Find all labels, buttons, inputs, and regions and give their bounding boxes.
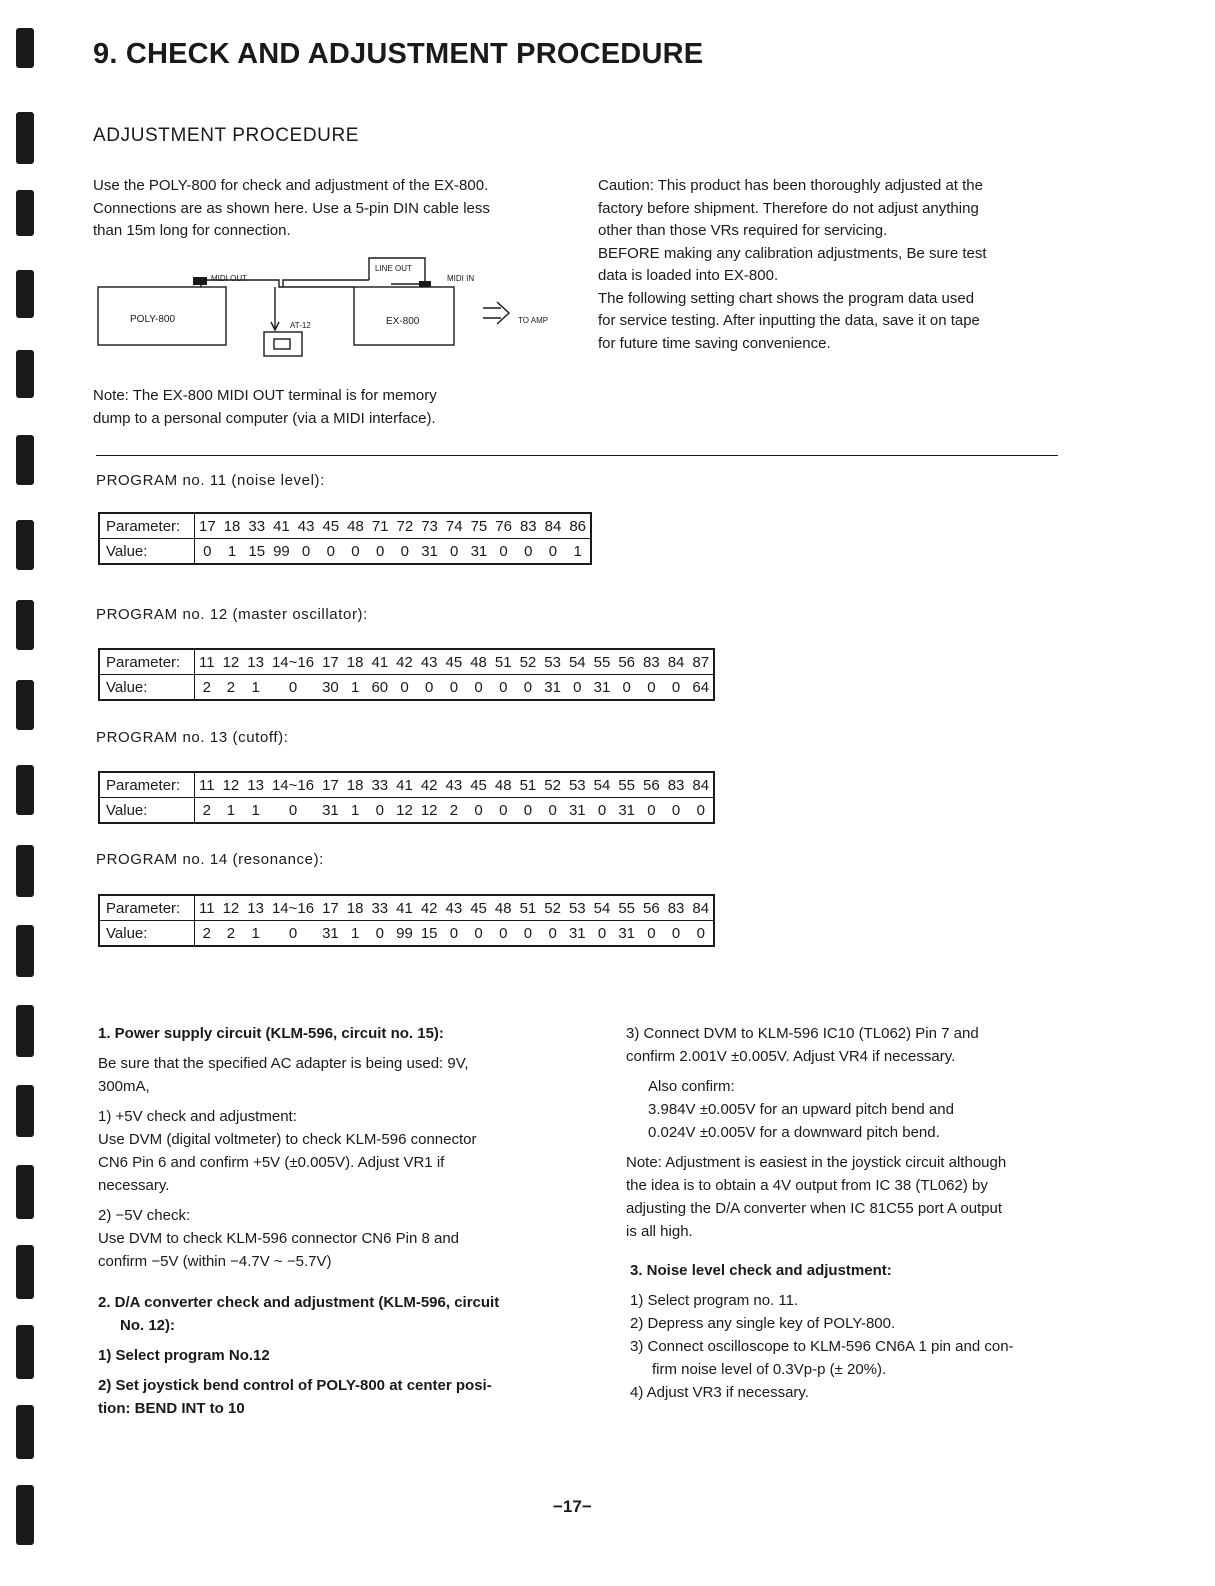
param-cell: 75 — [470, 517, 488, 535]
value-cell: 0 — [516, 798, 541, 824]
noise-level-heading: 3. Noise level check and adjustment: — [630, 1262, 892, 1279]
param-label: Parameter: — [99, 649, 195, 675]
text-line: Use DVM (digital voltmeter) to check KLM-596 connector — [98, 1131, 477, 1148]
value-cell: 31 — [565, 921, 590, 947]
value-cell: 99 — [392, 921, 417, 947]
value-cell: 0 — [491, 539, 516, 565]
value-label: Value: — [99, 675, 195, 701]
program-12-table — [98, 648, 715, 701]
select-program-12-step: 1) Select program No.12 — [98, 1347, 270, 1364]
param-cell: 84 — [692, 899, 710, 917]
param-cell: 54 — [593, 776, 611, 794]
caution-paragraph — [598, 175, 987, 355]
value-cell: 31 — [318, 798, 343, 824]
value-cell: 0 — [688, 921, 714, 947]
value-cell: 0 — [540, 798, 565, 824]
binding-mark — [16, 190, 34, 236]
program-13-table — [98, 771, 715, 824]
value-cell: 0 — [491, 798, 516, 824]
param-cell: 71 — [371, 517, 389, 535]
value-cell: 12 — [417, 798, 442, 824]
left-steps — [98, 1022, 568, 1427]
param-cell: 18 — [346, 899, 364, 917]
text-line: No. 12): — [120, 1317, 176, 1334]
param-cell: 43 — [445, 899, 463, 917]
value-cell: 0 — [268, 921, 318, 947]
param-cell: 43 — [420, 653, 438, 671]
param-cell: 54 — [593, 899, 611, 917]
text-line: 1) +5V check and adjustment: — [98, 1108, 297, 1125]
text-line: 4) Adjust VR3 if necessary. — [630, 1384, 809, 1401]
value-cell: 0 — [688, 798, 714, 824]
intro-line: Connections are as shown here. Use a 5-pin DIN cable less — [93, 199, 490, 217]
program-12-title: PROGRAM no. 12 (master oscillator): — [96, 606, 368, 623]
caution-line: data is loaded into EX-800. — [598, 267, 779, 284]
value-cell: 31 — [590, 675, 615, 701]
param-cell: 12 — [222, 899, 240, 917]
text-line: 300mA, — [98, 1078, 150, 1095]
value-label: Value: — [99, 798, 195, 824]
param-cell: 48 — [470, 653, 487, 671]
param-row — [99, 649, 714, 675]
value-cell: 0 — [343, 539, 368, 565]
value-cell: 0 — [466, 798, 491, 824]
caution-line: for service testing. After inputting the data, save it on tape — [598, 312, 980, 329]
value-cell: 0 — [590, 798, 615, 824]
value-cell: 1 — [343, 798, 368, 824]
binding-edge — [0, 0, 46, 1586]
value-cell: 0 — [367, 921, 392, 947]
value-cell: 1 — [219, 798, 244, 824]
param-label: Parameter: — [99, 895, 195, 921]
value-cell: 0 — [466, 921, 491, 947]
value-cell: 0 — [540, 921, 565, 947]
param-cell: 45 — [445, 653, 463, 671]
value-cell: 1 — [243, 798, 268, 824]
value-cell: 0 — [664, 921, 689, 947]
at12-label: AT-12 — [290, 321, 311, 330]
param-cell: 72 — [396, 517, 414, 535]
param-cell: 41 — [396, 899, 413, 917]
param-cell: 13 — [247, 899, 264, 917]
param-cell: 52 — [544, 899, 561, 917]
param-row — [99, 513, 591, 539]
dvm-ic10-step — [626, 1022, 1096, 1068]
text-line: 1) Select program no. 11. — [630, 1292, 799, 1309]
param-cell: 33 — [248, 517, 266, 535]
param-cell: 11 — [199, 776, 215, 794]
param-cell: 33 — [371, 776, 389, 794]
caution-line: factory before shipment. Therefore do not adjust anything — [598, 199, 979, 217]
text-line: adjusting the D/A converter when IC 81C55 port A output — [626, 1200, 1003, 1217]
value-cell: 2 — [195, 921, 219, 947]
text-line: CN6 Pin 6 and confirm +5V (±0.005V). Adjust VR1 if — [98, 1154, 445, 1171]
param-cell: 83 — [667, 899, 685, 917]
caution-line: for future time saving convenience. — [598, 334, 831, 352]
caution-line: BEFORE making any calibration adjustments, Be sure test — [598, 244, 987, 262]
binding-mark — [16, 1165, 34, 1219]
param-cell: 17 — [322, 776, 339, 794]
program-13-title: PROGRAM no. 13 (cutoff): — [96, 729, 289, 746]
param-cell: 41 — [371, 653, 389, 671]
binding-mark — [16, 925, 34, 977]
plus5v-step — [98, 1105, 568, 1197]
ex800-label: EX-800 — [386, 316, 420, 327]
param-cell: 51 — [494, 653, 512, 671]
text-line: Use DVM to check KLM-596 connector CN6 Pin 8 and — [98, 1230, 460, 1247]
text-line: is all high. — [626, 1223, 693, 1240]
value-row — [99, 798, 714, 824]
param-cell: 83 — [519, 517, 537, 535]
value-cell: 0 — [664, 798, 689, 824]
right-steps — [626, 1022, 1096, 1411]
text-line: tion: BEND INT to 10 — [98, 1400, 245, 1417]
param-cell: 45 — [470, 776, 487, 794]
value-cell: 31 — [614, 921, 639, 947]
value-cell: 0 — [268, 675, 318, 701]
value-cell: 1 — [243, 675, 268, 701]
param-label: Parameter: — [99, 772, 195, 798]
param-cell: 53 — [568, 899, 586, 917]
param-cell: 18 — [346, 653, 364, 671]
text-line: 2) Depress any single key of POLY-800. — [630, 1315, 896, 1332]
value-cell: 64 — [688, 675, 714, 701]
param-cell: 14~16 — [271, 776, 315, 794]
value-cell: 31 — [540, 675, 565, 701]
connection-diagram — [93, 250, 573, 365]
text-line: firm noise level of 0.3Vp-p (± 20%). — [652, 1361, 887, 1378]
param-cell: 74 — [445, 517, 463, 535]
value-label: Value: — [99, 921, 195, 947]
text-line: 2) −5V check: — [98, 1207, 191, 1224]
value-row — [99, 921, 714, 947]
param-cell: 45 — [470, 899, 487, 917]
text-line: Be sure that the specified AC adapter is being used: 9V, — [98, 1055, 469, 1072]
text-line: 3.984V ±0.005V for an upward pitch bend and — [648, 1101, 954, 1118]
to-amp-label: TO AMP — [518, 316, 549, 325]
param-cell: 84 — [667, 653, 685, 671]
text-line: 2. D/A converter check and adjustment (KLM-596, circuit — [98, 1294, 500, 1311]
value-cell: 0 — [442, 539, 467, 565]
value-cell: 0 — [294, 539, 319, 565]
value-cell: 0 — [639, 798, 664, 824]
binding-mark — [16, 1485, 34, 1545]
page-title: 9. CHECK AND ADJUSTMENT PROCEDURE — [93, 38, 704, 70]
program-14-table — [98, 894, 715, 947]
binding-mark — [16, 1325, 34, 1379]
param-cell: 17 — [322, 899, 339, 917]
value-cell: 0 — [516, 921, 541, 947]
value-cell: 15 — [244, 539, 269, 565]
param-cell: 43 — [445, 776, 463, 794]
binding-mark — [16, 1005, 34, 1057]
value-cell: 1 — [343, 921, 368, 947]
midi-in-label: MIDI IN — [447, 274, 475, 283]
binding-mark — [16, 1245, 34, 1299]
value-cell: 0 — [516, 539, 541, 565]
param-cell: 18 — [223, 517, 241, 535]
param-cell: 55 — [593, 653, 611, 671]
power-supply-heading: 1. Power supply circuit (KLM-596, circuit no. 15): — [98, 1025, 444, 1042]
value-cell: 0 — [195, 539, 220, 565]
value-cell: 30 — [318, 675, 343, 701]
param-cell: 51 — [519, 776, 537, 794]
param-label: Parameter: — [99, 513, 195, 539]
da-converter-heading — [98, 1291, 568, 1337]
binding-mark — [16, 28, 34, 68]
param-cell: 84 — [544, 517, 562, 535]
note-line: Note: The EX-800 MIDI OUT terminal is for memory — [93, 387, 437, 404]
value-cell: 31 — [565, 798, 590, 824]
binding-mark — [16, 350, 34, 398]
param-cell: 42 — [420, 899, 438, 917]
value-cell: 0 — [590, 921, 615, 947]
binding-mark — [16, 112, 34, 164]
note-line: dump to a personal computer (via a MIDI interface). — [93, 409, 436, 427]
midi-out-label: MIDI OUT — [211, 274, 247, 283]
param-cell: 84 — [692, 776, 710, 794]
value-cell: 0 — [442, 675, 467, 701]
param-cell: 83 — [643, 653, 660, 671]
value-cell: 1 — [243, 921, 268, 947]
value-cell: 1 — [220, 539, 245, 565]
param-cell: 13 — [247, 653, 264, 671]
param-cell: 56 — [618, 653, 636, 671]
value-cell: 0 — [565, 675, 590, 701]
also-confirm — [626, 1075, 1096, 1144]
binding-mark — [16, 1085, 34, 1137]
program-11-table — [98, 512, 592, 565]
value-cell: 0 — [491, 921, 516, 947]
value-cell: 12 — [392, 798, 417, 824]
noise-level-steps — [626, 1289, 1096, 1404]
param-cell: 48 — [347, 517, 364, 535]
param-cell: 52 — [519, 653, 537, 671]
value-cell: 15 — [417, 921, 442, 947]
param-cell: 45 — [322, 517, 340, 535]
binding-mark — [16, 765, 34, 815]
text-line: 3) Connect oscilloscope to KLM-596 CN6A 1 pin and con- — [630, 1338, 1014, 1355]
value-cell: 0 — [491, 675, 516, 701]
param-cell: 11 — [199, 899, 215, 917]
param-cell: 56 — [643, 776, 660, 794]
value-cell: 0 — [516, 675, 541, 701]
param-cell: 48 — [494, 776, 512, 794]
param-cell: 56 — [643, 899, 660, 917]
param-cell: 42 — [396, 653, 413, 671]
value-cell: 0 — [541, 539, 566, 565]
value-cell: 60 — [367, 675, 392, 701]
param-cell: 51 — [519, 899, 537, 917]
param-cell: 55 — [618, 776, 636, 794]
value-cell: 0 — [417, 675, 442, 701]
text-line: 2) Set joystick bend control of POLY-800 at center posi- — [98, 1377, 492, 1394]
value-cell: 0 — [368, 539, 393, 565]
value-row — [99, 539, 591, 565]
text-line: 3) Connect DVM to KLM-596 IC10 (TL062) Pin 7 and — [626, 1025, 979, 1042]
param-row — [99, 895, 714, 921]
note-paragraph — [93, 385, 437, 430]
text-line: 0.024V ±0.005V for a downward pitch bend. — [648, 1124, 940, 1141]
binding-mark — [16, 520, 34, 570]
value-cell: 0 — [664, 675, 689, 701]
param-cell: 33 — [371, 899, 389, 917]
value-cell: 2 — [442, 798, 467, 824]
param-cell: 48 — [494, 899, 512, 917]
value-cell: 31 — [467, 539, 492, 565]
binding-mark — [16, 270, 34, 318]
section-divider — [96, 455, 1058, 456]
binding-mark — [16, 600, 34, 650]
program-14-title: PROGRAM no. 14 (resonance): — [96, 851, 324, 868]
value-row — [99, 675, 714, 701]
value-cell: 0 — [639, 921, 664, 947]
value-cell: 0 — [466, 675, 491, 701]
value-cell: 0 — [318, 539, 343, 565]
binding-mark — [16, 680, 34, 730]
param-cell: 12 — [222, 776, 240, 794]
param-cell: 12 — [222, 653, 240, 671]
param-cell: 53 — [544, 653, 561, 671]
value-cell: 99 — [269, 539, 294, 565]
param-row — [99, 772, 714, 798]
binding-mark — [16, 435, 34, 485]
value-label: Value: — [99, 539, 195, 565]
param-cell: 14~16 — [271, 653, 315, 671]
caution-line: Caution: This product has been thoroughly adjusted at the — [598, 177, 983, 194]
power-supply-body — [98, 1052, 568, 1098]
value-cell: 31 — [318, 921, 343, 947]
text-line: Note: Adjustment is easiest in the joystick circuit although — [626, 1154, 1007, 1171]
value-cell: 2 — [219, 921, 244, 947]
value-cell: 0 — [268, 798, 318, 824]
param-cell: 42 — [420, 776, 438, 794]
param-cell: 11 — [199, 653, 215, 671]
text-line: Also confirm: — [648, 1078, 735, 1095]
section-subtitle: ADJUSTMENT PROCEDURE — [93, 125, 360, 146]
minus5v-step — [98, 1204, 568, 1273]
value-cell: 1 — [343, 675, 368, 701]
text-line: the idea is to obtain a 4V output from IC 38 (TL062) by — [626, 1177, 988, 1194]
intro-line: than 15m long for connection. — [93, 222, 291, 239]
param-cell: 53 — [568, 776, 586, 794]
value-cell: 1 — [565, 539, 591, 565]
to-amp-arrow — [483, 302, 509, 324]
param-cell: 18 — [346, 776, 364, 794]
value-cell: 0 — [614, 675, 639, 701]
param-cell: 54 — [568, 653, 586, 671]
value-cell: 0 — [639, 675, 664, 701]
text-line: confirm 2.001V ±0.005V. Adjust VR4 if necessary. — [626, 1048, 956, 1065]
param-cell: 43 — [297, 517, 315, 535]
at12-box — [264, 332, 302, 356]
param-cell: 83 — [667, 776, 685, 794]
param-cell: 14~16 — [271, 899, 315, 917]
param-cell: 17 — [199, 517, 216, 535]
value-cell: 0 — [367, 798, 392, 824]
text-line: necessary. — [98, 1177, 170, 1194]
page-number: −17− — [553, 1497, 592, 1516]
param-cell: 87 — [692, 653, 710, 671]
value-cell: 2 — [219, 675, 244, 701]
value-cell: 0 — [393, 539, 418, 565]
param-cell: 13 — [247, 776, 264, 794]
joystick-note — [626, 1151, 1096, 1243]
param-cell: 55 — [618, 899, 636, 917]
value-cell: 2 — [195, 675, 219, 701]
caution-line: The following setting chart shows the program data used — [598, 289, 975, 307]
param-cell: 41 — [273, 517, 290, 535]
line-out-label: LINE OUT — [375, 264, 412, 273]
value-cell: 0 — [442, 921, 467, 947]
param-cell: 76 — [495, 517, 512, 535]
param-cell: 73 — [421, 517, 438, 535]
poly800-label: POLY-800 — [130, 314, 176, 325]
caution-line: other than those VRs required for servicing. — [598, 222, 888, 239]
param-cell: 86 — [569, 517, 586, 535]
program-11-title: PROGRAM no. 11 (noise level): — [96, 472, 325, 489]
binding-mark — [16, 1405, 34, 1459]
intro-line: Use the POLY-800 for check and adjustment of the EX-800. — [93, 177, 489, 194]
intro-paragraph — [93, 175, 490, 243]
value-cell: 0 — [392, 675, 417, 701]
joystick-step — [98, 1374, 568, 1420]
text-line: confirm −5V (within −4.7V ~ −5.7V) — [98, 1253, 332, 1270]
param-cell: 41 — [396, 776, 413, 794]
binding-mark — [16, 845, 34, 897]
param-cell: 17 — [322, 653, 339, 671]
param-cell: 52 — [544, 776, 561, 794]
value-cell: 2 — [195, 798, 219, 824]
value-cell: 31 — [417, 539, 442, 565]
value-cell: 31 — [614, 798, 639, 824]
